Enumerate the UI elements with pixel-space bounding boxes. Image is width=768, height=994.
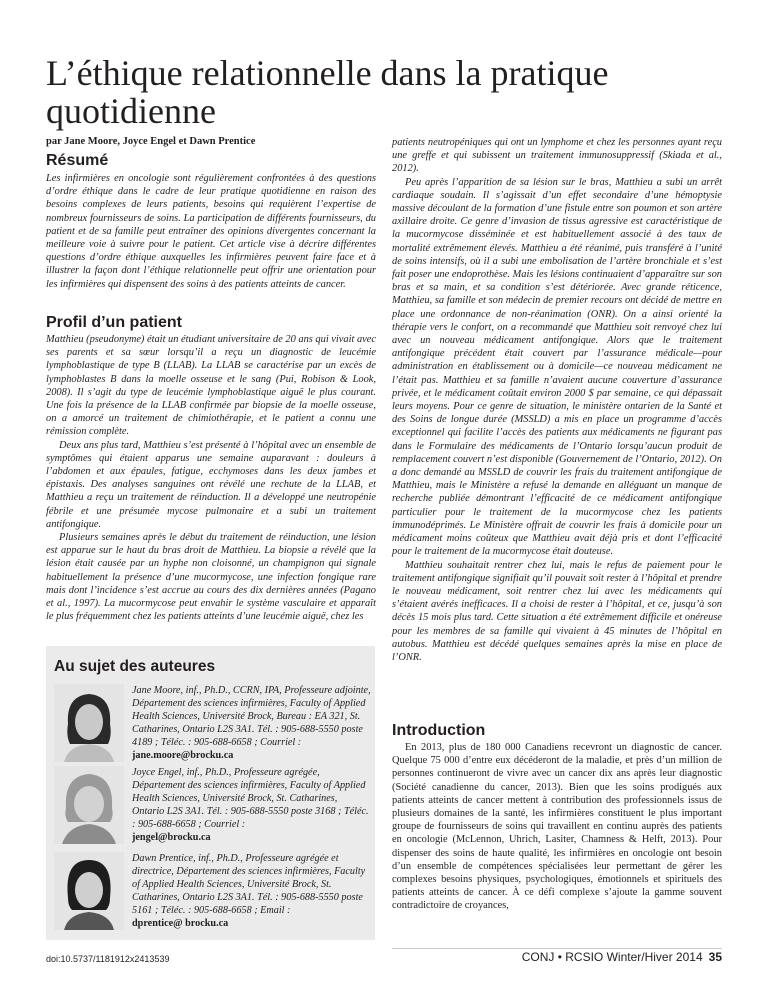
author-bio-text: Joyce Engel, inf., Ph.D., Professeure agrégée, Département des sciences infirmières, Faculty of Applied Health Sciences, Université Brock, St. Catharines, Ontario L2S 3A1. Tél. : 905-688-5550 poste 3168 ; Téléc. : 905-688-6658 ; Courriel :	[132, 767, 369, 831]
article-title: L’éthique relationnelle dans la pratique quotidienne	[46, 53, 609, 131]
resume-text	[46, 172, 376, 291]
author-bio-moore	[132, 684, 372, 763]
author-bio-text: Jane Moore, inf., Ph.D., CCRN, IPA, Professeure adjointe, Département des sciences infirmières, Faculty of Applied Health Sciences, Université Brock, Bureau : EA 321, St. Catharines, Ontario L2S 3A1. Tél. : 905-688-5550 poste 4189 ; Téléc. : 905-688-6658 ; Courriel :	[132, 685, 371, 749]
author-photo-prentice	[54, 852, 124, 930]
resume-paragraph: Les infirmières en oncologie sont régulièrement confrontées à des questions d’ordre éthique dans le cadre de leur pratique quotidienne en raison des besoins complexes de leurs patients, besoins qui requièrent l’expertise de nombreux fournisseurs de soins. La participation de différents fournisseurs, du patient et de sa famille peut entraîner des opinions divergentes concernant la meilleure voie à suivre pour le patient. Cet article vise à décrire différentes questions d’ordre éthique auxquelles les infirmières peuvent faire face et à illustrer la façon dont l’éthique relationnelle peut offrir une orientation pour les infirmières qui dispensent des soins à des patients atteints de cancer.	[46, 173, 376, 290]
author-card-prentice	[54, 852, 369, 932]
author-bio-prentice	[132, 852, 372, 931]
profil-paragraph-1: Matthieu (pseudonyme) était un étudiant universitaire de 20 ans qui vivait avec ses parents et sa sœur lorsqu’il a reçu un diagnostic de leucémie lymphoblastique de type B (LLAB). La LLAB se caractérise par un excès de lymphoblastes B dans la moelle osseuse et le sang (Pui, Robison & Look, 2008). Il s’agit du type de leucémie lymphoblastique aiguë le plus courant. Une fois la présence de la LLAB confirmée par biopsie de la moelle osseuse, on a amorcé un traitement de chimiothérapie, et le patient a connu une rémission complète.	[46, 334, 377, 438]
footer-divider	[392, 948, 722, 949]
journal-name: CONJ • RCSIO Winter/Hiver 2014	[521, 950, 703, 964]
profil-paragraph-3: Plusieurs semaines après le début du traitement de réinduction, une lésion est apparue sur le haut du bras droit de Matthieu. La biopsie a révélé que la lésion était causée par un hyphe non cloisonné, un champignon qui signale habituellement la présence d’une mucormycose, une infection fongique rare mais dont l’incidence s’est accrue au cours des dix dernières années (Pagano et al., 1997). La mucormycose peut envahir le système vasculaire et apparaît le plus fréquemment chez les patients atteints d’une leucémie aiguë, chez les	[46, 532, 376, 623]
footer-doi: doi:10.5737/1181912x2413539	[46, 954, 170, 964]
introduction-heading: Introduction	[392, 722, 486, 739]
right-paragraph-2: Peu après l’apparition de sa lésion sur le bras, Matthieu a subi un arrêt cardiaque soudain. Il s’agissait d’un effet secondaire d’une hémoptysie massive découlant de la formation d’une fistule entre son poumon et son artère axillaire droite. Ce genre d’invasion de tissus agressive est caractéristique de la mucormycose disséminée et est habituellement associé à des taux de mortalité extrêmement élevés. Matthieu a été réanimé, puis transféré à l’unité de soins intensifs, où il a subi une embolisation de l’artère bronchiale et s’est fait poser une endoprothèse. Mais les lésions continuaient d’apparaître sur son bras et sa main, et sa condition s’est détériorée. Avec grande réticence, Matthieu, sa famille et son médecin de premier recours ont décidé de mettre en place une ordonnance de non-réanimation (ONR). On a ainsi orienté la thérapie vers le confort, on a recommandé que Matthieu soit renvoyé chez lui avec un nouveau médicament antifongique. Alors que le traitement antifongique précédent était couvert par l’assurance médicale—pour administration en établissement ou à domicile—ce nouveau médicament ne l’était pas. Matthieu et sa famille n’avaient aucune couverture d’assurance privée, et le médicament coûtait environ 2000 $ par semaine, ce qui dépassait leurs moyens. Pour ce genre de situation, le ministère ontarien de la Santé et des Soins de longue durée (MSSLD) a mis en place un programme d’accès exceptionnel qui facilite l’accès des patients aux médicaments ne figurant pas dans le Formulaire des médicaments de l’Ontario lorsqu’aucun produit de remplacement couvert n’est disponible (Gouvernement de l’Ontario, 2012). On a donc demandé au MSSLD de couvrir les frais du traitement antifongique de Matthieu, mais le Ministère a refusé la demande en alléguant un manque de recherche publiée démontrant l’efficacité de ce médicament antifongique particulier pour le traitement de la mucormycose chez les patients immunodéprimés. Le Ministère offrait de couvrir les frais à domicile pour un médicament moins coûteux que Matthieu avait déjà pris et dont l’efficacité pour le traitement de la mucormycose était douteuse.	[392, 176, 722, 558]
author-photo-engel	[54, 766, 124, 844]
profil-heading: Profil d’un patient	[46, 314, 182, 331]
footer-journal	[522, 950, 722, 964]
author-card-moore	[54, 684, 369, 764]
author-email-link[interactable]: jane.moore@brocku.ca	[132, 750, 234, 762]
right-paragraph-3: Matthieu souhaitait rentrer chez lui, mais le refus de paiement pour le traitement antifongique signifiait qu’il pouvait soit rester à l’hôpital et prendre le nouveau médicament, soit rentrer chez lui avec les médicaments qui s’étaient avérés inefficaces. Il a choisi de rester à l’hôpital, et ce, jusqu’à son décès 15 mois plus tard. Cette situation a été extrêmement difficile et onéreuse pour les membres de sa famille qui vivaient à 45 minutes de l’hôpital en autobus. Matthieu est décédé quelques semaines après la mise en place de l’ONR.	[392, 559, 722, 663]
right-column-text	[392, 136, 722, 664]
page-number: 35	[708, 950, 722, 964]
profil-paragraph-2: Deux ans plus tard, Matthieu s’est présenté à l’hôpital avec un ensemble de symptômes qui étaient apparus une semaine auparavant : douleurs à l’abdomen et aux épaules, fatigue, ecchymoses dans les deux jambes et épistaxis. Des analyses sanguines ont révélé une rechute de la LLAB, et Matthieu a reçu un traitement de réinduction. Il a développé une neutropénie fébrile et une présumée mycose pulmonaire et a subi un traitement antifongique.	[46, 439, 376, 530]
introduction-text	[392, 741, 722, 913]
byline: par Jane Moore, Joyce Engel et Dawn Prentice	[46, 136, 256, 147]
authors-box	[46, 646, 375, 940]
author-email-link[interactable]: jengel@brocku.ca	[132, 832, 211, 844]
profil-text	[46, 333, 376, 623]
author-bio-engel	[132, 766, 372, 845]
author-card-engel	[54, 766, 369, 846]
author-bio-text: Dawn Prentice, inf., Ph.D., Professeure agrégée et directrice, Département des sciences infirmières, Faculty of Applied Health Sciences, Université Brock, St. Catharines, Ontario L2S 3A1. Tél. : 905-688-5550 poste 5161 ; Téléc. : 905-688-6658 ; Email :	[132, 853, 366, 917]
author-email-link[interactable]: dprentice@ brocku.ca	[132, 918, 229, 930]
author-photo-moore	[54, 684, 124, 762]
right-paragraph-1: patients neutropéniques qui ont un lymphome et chez les personnes ayant reçu une greffe et qui subissent un traitement immunosuppressif (Skiada et al., 2012).	[392, 137, 722, 175]
authors-heading: Au sujet des auteures	[54, 658, 216, 675]
resume-heading: Résumé	[46, 152, 109, 169]
introduction-paragraph: En 2013, plus de 180 000 Canadiens recevront un diagnostic de cancer. Quelque 75 000 d’entre eux décéderont de la maladie, et près d’un million de personnes continueront de vivre avec un cancer dix ans après leur diagnostic (Société canadienne du cancer, 2013). Bien que les soins prodigués aux patients atteints de cancer mettent à contribution des professionnels issus de plusieurs domaines de la santé, les infirmières constituent le plus important groupe de fournisseurs de soins qui travaillent en continu auprès des patients en oncologie (McLennon, Uhrich, Lasiter, Chamness & Helft, 2013). Pour dispenser des soins de haute qualité, les infirmières en oncologie ont besoin d’un ensemble de compétences spécialisées leur permettant de gérer les complexes besoins physiques, psychologiques, émotionnels et spirituels des patients atteints de cancer. À ce défi complexe s’ajoute la gamme souvent contradictoire de croyances,	[392, 742, 722, 912]
